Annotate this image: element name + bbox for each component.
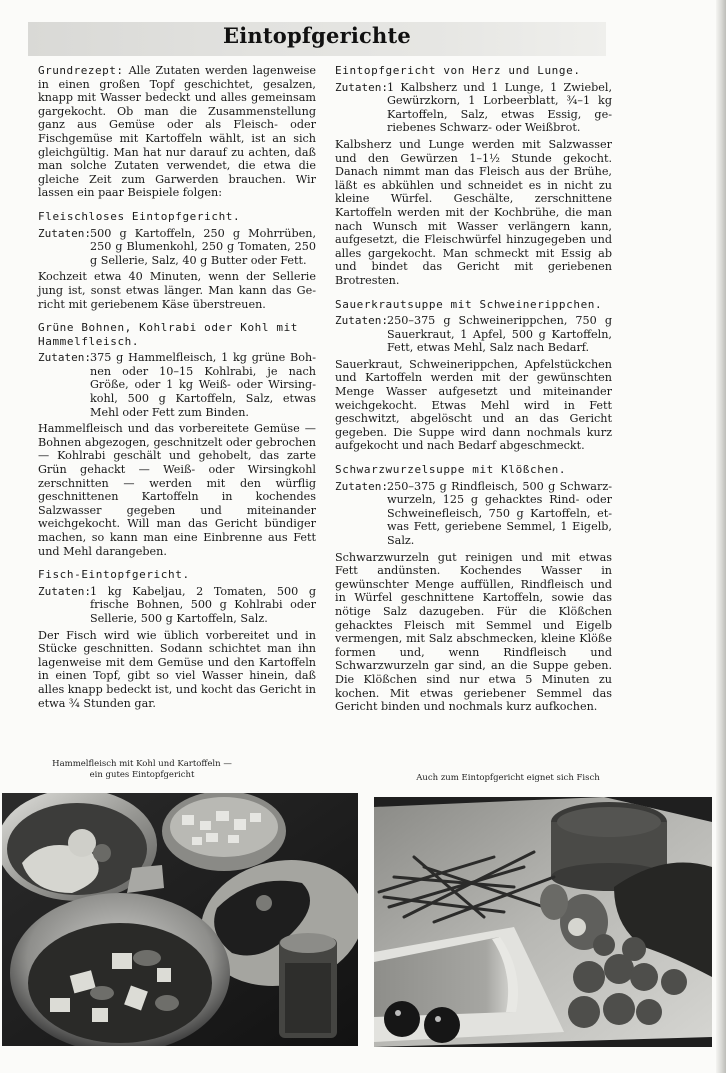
instructions: Schwarzwurzeln gut reinigen und mit etwas Fett andünsten. Kochendes Wasser in gewünschter Menge auffüllen, Rindfleisch und in Würfel geschnittene Kartoffeln, sowie das nötige Salz dazugeben. Für die Klößchen gehacktes Fleisch mit Semmel und Eigelb vermengen, mit Salz abschmecken, kleine Klöße formen und, wenn Rindfleisch und Schwarzwurzeln gar sind, an die Suppe geben. Die Klößchen sind nur etwa 5 Minuten zu kochen. Mit etwas geriebener Semmel das Gericht binden und nochmals kurz aufkochen. xyxy=(335,550,612,714)
instructions: Kalbsherz und Lunge werden mit Salzwasser und den Gewürzen 1–1½ Stunde gekocht. Danach nimmt man das Fleisch aus der Brühe, läßt es abkühlen und schneidet es in nicht zu kleine Würfel. Geschälte, zerschnittene Kartoffeln werden mit der Kochbrühe, die man nach Wunsch mit Wasser verlängern kann, aufgesetzt, die Fleischwürfel hinzugegeben und alles gargekocht. Man schmeckt mit Essig ab und bindet das Gericht mit geriebenen Brotresten. xyxy=(335,137,612,287)
recipe-title: Schwarzwurzelsuppe mit Klößchen. xyxy=(335,463,567,477)
stew-pots-illustration xyxy=(2,793,358,1046)
recipe-fisch xyxy=(38,568,316,710)
instructions: Sauerkraut, Schweinerippchen, Apfelstückchen und Kartoffeln werden mit der gewünschten Menge Wasser aufgesetzt und miteinander weichgekocht. Etwas Mehl wird in Fett geschwitzt, abgelöscht und an das Gericht gegeben. Die Suppe wird dann nochmals kurz aufgekocht und nach Bedarf abgeschmeckt. xyxy=(335,357,612,453)
instructions: Hammelfleisch und das vorbereitete Gemüse — Bohnen abgezogen, geschnitzelt oder gebrochen — Kohlrabi geschält und gehobelt, das zarte Grün gehackt — Weiß- oder Wirsingkohl zerschnitten — werden mit den würflig geschnittenen Kartoffeln in kochendes Salzwasser gegeben und miteinander weichgekocht. Will man das Gericht bündiger machen, so kann man eine Einbrenne aus Fett und Mehl darangeben. xyxy=(38,422,316,558)
ingredients-text: 1 kg Kabeljau, 2 Tomaten, 500 g frische Bohnen, 500 g Kohlrabi oder Sellerie, 500 g Kartoffeln, Salz. xyxy=(90,584,316,625)
ingredients-label: Zutaten: xyxy=(335,80,388,94)
instructions: Kochzeit etwa 40 Minuten, wenn der Sellerie jung ist, sonst etwas länger. Man kann das Gericht mit geriebenem Käse überstreuen. xyxy=(38,270,316,311)
ingredients-text: 250–375 g Schweinerippchen, 750 g Sauerkraut, 1 Apfel, 500 g Kartoffeln, Fett, etwas Mehl, Salz nach Bedarf. xyxy=(387,314,612,355)
recipe-title: Fleischloses Eintopfgericht. xyxy=(38,209,241,223)
ingredients-label: Zutaten: xyxy=(38,351,91,365)
recipe-hammelfleisch xyxy=(38,321,316,558)
recipe-title: Grüne Bohnen, Kohlrabi oder Kohl mit Hammelfleisch. xyxy=(38,321,299,348)
ingredients xyxy=(38,227,316,268)
instructions: Der Fisch wird wie üblich vorbereitet und in Stücke geschnitten. Sodann schichtet man ihn lagenweise mit dem Gemüse und den Kartoffeln in einen Topf, gibt so viel Wasser hinein, daß alles knapp bedeckt ist, und kocht das Gericht in etwa ¾ Stunden gar. xyxy=(38,628,316,710)
recipe-fleischlos xyxy=(38,210,316,311)
ingredients-label: Zutaten: xyxy=(38,584,91,598)
right-column xyxy=(335,64,612,724)
intro-paragraph xyxy=(38,64,316,200)
page-title: Eintopfgerichte xyxy=(223,23,411,48)
ingredients xyxy=(38,585,316,626)
caption-line-2: ein gutes Eintopfgericht xyxy=(89,769,195,780)
recipe-title: Fisch-Eintopfgericht. xyxy=(38,568,190,582)
photo-stew-pots xyxy=(2,793,358,1046)
ingredients xyxy=(38,351,316,419)
caption-line-1: Hammelfleisch mit Kohl und Kartoffeln — xyxy=(52,759,232,769)
ingredients xyxy=(335,480,612,548)
intro-text: Alle Zutaten werden lagenweise in einen großen Topf geschichtet, gesalzen, knapp mit Wasser bedeckt und alles gemeinsam gargekocht. Ob man die Zusammenstellung ganz aus Gemüse oder als Fleisch- oder Fischgemüse mit Kartoffeln wählt, ist an sich gleichgültig. Man hat nur darauf zu achten, daß man solche Zutaten verwendet, die etwa die gleiche Zeit zum Garwerden brauchen. Wir lassen ein paar Beispiele folgen: xyxy=(38,64,316,200)
ingredients-label: Zutaten: xyxy=(335,314,388,328)
recipe-title: Sauerkrautsuppe mit Schweinerippchen. xyxy=(335,297,603,311)
recipe-schwarzwurzelsuppe xyxy=(335,463,612,714)
photo-caption-left xyxy=(24,759,260,780)
ingredients-label: Zutaten: xyxy=(38,226,91,240)
ingredients-text: 1 Kalbsherz und 1 Lunge, 1 Zwiebel, Gewürzkorn, 1 Lorbeerblatt, ¾–1 kg Kartoffeln, Salz, etwas Essig, geriebenes Schwarz- oder Weißbrot. xyxy=(387,80,612,135)
ingredients-text: 375 g Hammelfleisch, 1 kg grüne Bohnen oder 10–15 Kohlrabi, je nach Größe, oder 1 kg Weiß- oder Wirsingkohl, 500 g Kartoffeln, Salz, etwas Mehl oder Fett zum Binden. xyxy=(90,351,316,419)
ingredients-label: Zutaten: xyxy=(335,479,388,493)
photo-caption-right: Auch zum Eintopfgericht eignet sich Fisch xyxy=(416,773,600,783)
recipe-herz-lunge xyxy=(335,64,612,288)
page-edge xyxy=(716,0,726,1073)
fish-dish-illustration xyxy=(374,797,712,1047)
photo-fish-dish xyxy=(374,797,712,1047)
ingredients-text: 250–375 g Rindfleisch, 500 g Schwarzwurzeln, 125 g gehacktes Rind- oder Schweinefleisch, 750 g Kartoffeln, etwas Fett, geriebene Semmel, 1 Eigelb, Salz. xyxy=(387,479,612,547)
title-band xyxy=(28,22,606,56)
recipe-sauerkrautsuppe xyxy=(335,298,612,454)
recipe-title: Eintopfgericht von Herz und Lunge. xyxy=(335,64,581,77)
ingredients xyxy=(335,314,612,355)
left-column xyxy=(38,64,316,720)
ingredients xyxy=(335,81,612,135)
ingredients-text: 500 g Kartoffeln, 250 g Mohrrüben, 250 g Blumenkohl, 250 g Tomaten, 250 g Sellerie, Salz, 40 g Butter oder Fett. xyxy=(90,226,316,267)
intro-lead: Grundrezept: xyxy=(38,64,124,77)
